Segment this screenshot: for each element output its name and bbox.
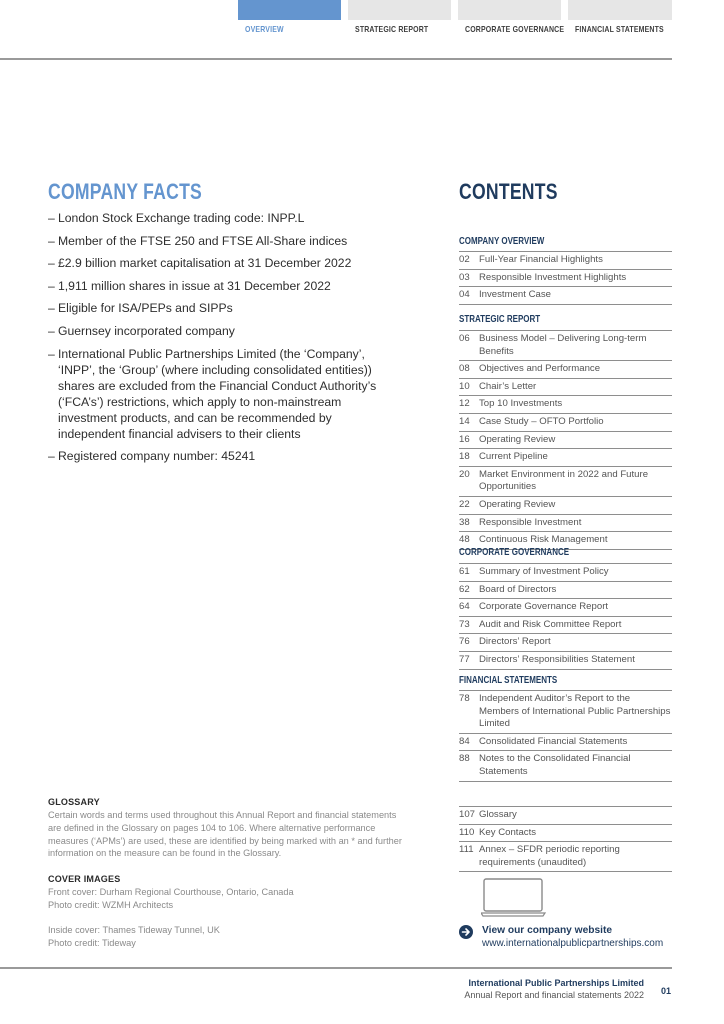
fact-item: – London Stock Exchange trading code: INPP.L [48,211,305,225]
toc-corporate-governance [459,563,672,670]
toc-entry[interactable]: 61 Summary of Investment Policy [459,563,672,581]
toc-entry[interactable]: 02 Full-Year Financial Highlights [459,251,672,269]
bottom-divider [0,967,672,969]
fact-item: – 1,911 million shares in issue at 31 December 2022 [48,278,331,293]
toc-entry[interactable]: 20 Market Environment in 2022 and Future Opportunities [459,466,672,496]
toc-heading-corporate-governance: CORPORATE GOVERNANCE [459,547,570,558]
toc-entry[interactable]: 107 Glossary [459,806,672,824]
toc-entry[interactable]: 111 Annex – SFDR periodic reporting requirements (unaudited) [459,841,672,871]
toc-entry[interactable]: 48 Continuous Risk Management [459,531,672,549]
fact-item: – Registered company number: 45241 [48,449,256,464]
inside-cover-credit: Photo credit: Tideway [48,938,136,948]
front-cover-credit: Photo credit: WZMH Architects [48,900,174,910]
toc-entry[interactable]: 73 Audit and Risk Committee Report [459,616,672,634]
toc-entry[interactable]: 76 Directors’ Report [459,633,672,651]
tab-overview[interactable] [238,0,341,36]
toc-entry[interactable]: 18 Current Pipeline [459,448,672,466]
tab-strategic-report-label: STRATEGIC REPORT [355,24,429,34]
toc-entry[interactable]: 14 Case Study – OFTO Portfolio [459,413,672,431]
fact-item: – Eligible for ISA/PEPs and SIPPs [48,301,233,316]
inside-cover-caption: Inside cover: Thames Tideway Tunnel, UK [48,925,220,935]
toc-entry[interactable]: 62 Board of Directors [459,581,672,599]
contents-title: CONTENTS [459,179,558,204]
toc-entry[interactable]: 38 Responsible Investment [459,514,672,532]
fact-item: – Guernsey incorporated company [48,323,235,338]
company-facts-title: COMPANY FACTS [48,179,203,204]
fact-item: – £2.9 billion market capitalisation at 31 December 2022 [48,256,352,271]
toc-heading-strategic-report: STRATEGIC REPORT [459,314,541,325]
toc-additional [459,806,672,872]
front-cover-caption: Front cover: Durham Regional Courthouse, Ontario, Canada [48,887,294,897]
tab-corporate-governance-label: CORPORATE GOVERNANCE [465,24,565,34]
toc-entry[interactable]: 03 Responsible Investment Highlights [459,269,672,287]
toc-entry[interactable]: 10 Chair’s Letter [459,378,672,396]
toc-entry[interactable]: 88 Notes to the Consolidated Financial Statements [459,750,672,780]
tab-financial-statements-label: FINANCIAL STATEMENTS [575,24,664,34]
toc-entry[interactable]: 06 Business Model – Delivering Long-term Benefits [459,330,672,360]
glossary-heading: GLOSSARY [48,797,100,807]
arrow-right-icon[interactable] [459,925,473,939]
toc-heading-financial-statements: FINANCIAL STATEMENTS [459,675,558,686]
website-label[interactable]: View our company website [482,925,613,936]
website-url-link[interactable]: www.internationalpublicpartnerships.com [482,938,664,949]
toc-entry[interactable]: 12 Top 10 Investments [459,395,672,413]
laptop-icon [481,878,547,923]
toc-entry[interactable]: 110 Key Contacts [459,824,672,842]
toc-entry[interactable]: 16 Operating Review [459,431,672,449]
toc-entry[interactable]: 84 Consolidated Financial Statements [459,733,672,751]
toc-entry[interactable]: 08 Objectives and Performance [459,360,672,378]
fact-item: – International Public Partnerships Limited (the ‘Company’, ‘INPP’, the ‘Group’ (where including consolidated entities)) shares are excluded from the Financial Conduct Authority’s (‘FCA’s’) restrictions, which apply to non-mainstream investment products, and can be recommended by independent financial advisers to their clients [48,346,377,441]
company-facts-list [48,210,388,471]
toc-entry[interactable]: 77 Directors’ Responsibilities Statement [459,651,672,669]
toc-entry[interactable]: 04 Investment Case [459,286,672,304]
page-number: 01 [661,986,672,996]
section-tabs [238,0,672,36]
toc-heading-company-overview: COMPANY OVERVIEW [459,236,545,247]
tab-corporate-governance[interactable] [458,0,565,36]
tab-overview-label: OVERVIEW [245,24,284,34]
fact-item: – Member of the FTSE 250 and FTSE All-Share indices [48,233,348,248]
toc-financial-statements [459,690,672,782]
footer-report-title: Annual Report and financial statements 2022 [464,990,644,1000]
toc-entry[interactable]: 78 Independent Auditor’s Report to the Members of International Public Partnerships Limited [459,690,672,733]
toc-entry[interactable]: 22 Operating Review [459,496,672,514]
cover-images-heading: COVER IMAGES [48,874,121,884]
top-divider [0,58,672,60]
tab-strategic-report[interactable] [348,0,451,36]
footer-company-name: International Public Partnerships Limited [468,978,644,988]
toc-company-overview [459,251,672,305]
glossary-text: Certain words and terms used throughout this Annual Report and financial statements are defined in the Glossary on pages 104 to 106. Where alternative performance measures (‘APMs’) are used, these are identified by being marked with an * and further information on the measure can be found in the Glossary. [48,810,402,859]
toc-entry[interactable]: 64 Corporate Governance Report [459,598,672,616]
toc-strategic-report [459,330,672,550]
tab-financial-statements[interactable] [568,0,672,36]
